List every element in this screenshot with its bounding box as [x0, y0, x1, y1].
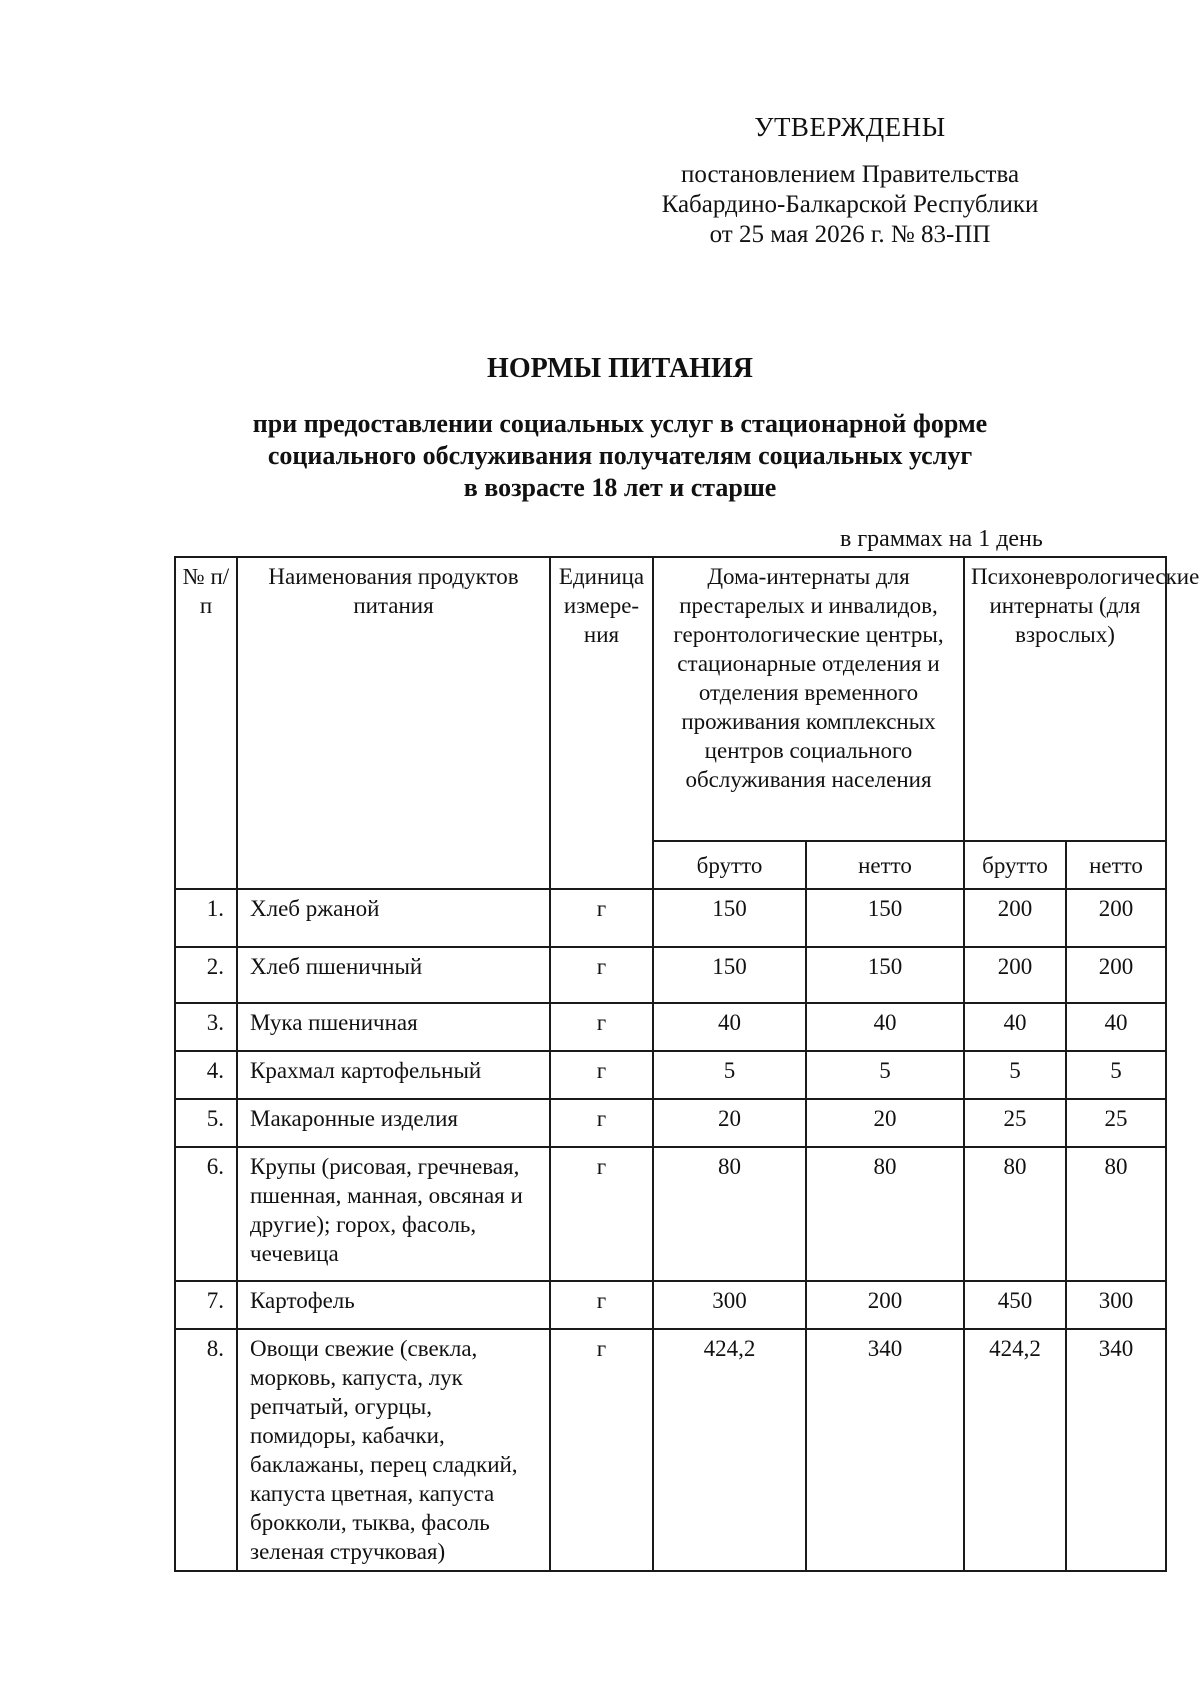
- row-number-cell: 8.: [175, 1329, 237, 1571]
- netto-nursing-homes-cell: 340: [806, 1329, 964, 1571]
- approval-line-2: Кабардино-Балкарской Республики: [661, 191, 1039, 218]
- netto-nursing-homes-cell: 200: [806, 1281, 964, 1329]
- netto-psychoneurological-cell: 25: [1066, 1099, 1166, 1147]
- netto-psychoneurological-cell: 200: [1066, 889, 1166, 947]
- netto-nursing-homes-cell: 150: [806, 889, 964, 947]
- table-row: [175, 947, 1166, 1003]
- netto-psychoneurological-cell: 300: [1066, 1281, 1166, 1329]
- document-subtitle-line-3: в возрасте 18 лет и старше: [463, 473, 777, 502]
- brutto-nursing-homes-cell: 300: [653, 1281, 806, 1329]
- brutto-psychoneurological-cell: 450: [964, 1281, 1066, 1329]
- table-row: [175, 1147, 1166, 1281]
- brutto-psychoneurological-cell: 200: [964, 889, 1066, 947]
- header-group-psychoneurological: Психоневрологические интернаты (для взрослых): [964, 557, 1166, 841]
- unit-cell: г: [550, 1099, 653, 1147]
- netto-nursing-homes-cell: 5: [806, 1051, 964, 1099]
- netto-nursing-homes-cell: 40: [806, 1003, 964, 1051]
- row-number-cell: 6.: [175, 1147, 237, 1281]
- subheader-brutto-1: брутто: [653, 841, 806, 889]
- brutto-nursing-homes-cell: 5: [653, 1051, 806, 1099]
- row-number-cell: 5.: [175, 1099, 237, 1147]
- product-name-cell: Овощи свежие (свекла, морковь, капуста, лук репчатый, огурцы, помидоры, кабачки, баклажаны, перец сладкий, капуста цветная, капуста брокколи, тыква, фасоль зеленая стручковая): [237, 1329, 550, 1571]
- row-number-cell: 4.: [175, 1051, 237, 1099]
- approval-block: [600, 112, 1100, 250]
- row-number-cell: 2.: [175, 947, 237, 1003]
- document-subtitle-line-2: социального обслуживания получателям социальных услуг: [267, 441, 973, 470]
- unit-cell: г: [550, 1003, 653, 1051]
- netto-psychoneurological-cell: 200: [1066, 947, 1166, 1003]
- table-row: [175, 1051, 1166, 1099]
- brutto-nursing-homes-cell: 80: [653, 1147, 806, 1281]
- subheader-brutto-2: брутто: [964, 841, 1066, 889]
- table-row: [175, 1003, 1166, 1051]
- row-number-cell: 1.: [175, 889, 237, 947]
- header-unit: Единица измере-ния: [550, 557, 653, 889]
- product-name-cell: Макаронные изделия: [237, 1099, 550, 1147]
- brutto-psychoneurological-cell: 424,2: [964, 1329, 1066, 1571]
- unit-cell: г: [550, 889, 653, 947]
- brutto-nursing-homes-cell: 40: [653, 1003, 806, 1051]
- table-row: [175, 1281, 1166, 1329]
- document-subtitle-line-1: при предоставлении социальных услуг в стационарной форме: [252, 409, 988, 438]
- brutto-nursing-homes-cell: 150: [653, 889, 806, 947]
- product-name-cell: Хлеб пшеничный: [237, 947, 550, 1003]
- brutto-psychoneurological-cell: 25: [964, 1099, 1066, 1147]
- nutrition-norms-table: [174, 556, 1200, 1572]
- netto-psychoneurological-cell: 340: [1066, 1329, 1166, 1571]
- document-title-block: [170, 352, 1070, 504]
- header-group-nursing-homes: Дома-интернаты для престарелых и инвалидов, геронтологические центры, стационарные отделения и отделения временного проживания комплексных центров социального обслуживания населения: [653, 557, 964, 841]
- table-row: [175, 889, 1166, 947]
- row-number-cell: 3.: [175, 1003, 237, 1051]
- brutto-nursing-homes-cell: 424,2: [653, 1329, 806, 1571]
- header-product-name: Наименования продуктов питания: [237, 557, 550, 889]
- approval-heading: УТВЕРЖДЕНЫ: [754, 112, 946, 142]
- product-name-cell: Хлеб ржаной: [237, 889, 550, 947]
- brutto-psychoneurological-cell: 80: [964, 1147, 1066, 1281]
- product-name-cell: Картофель: [237, 1281, 550, 1329]
- unit-cell: г: [550, 1051, 653, 1099]
- approval-line-3: от 25 мая 2026 г. № 83-ПП: [709, 221, 991, 248]
- header-num: № п/п: [175, 557, 237, 889]
- brutto-psychoneurological-cell: 200: [964, 947, 1066, 1003]
- brutto-nursing-homes-cell: 20: [653, 1099, 806, 1147]
- netto-psychoneurological-cell: 80: [1066, 1147, 1166, 1281]
- table-header-row: [175, 557, 1166, 841]
- netto-psychoneurological-cell: 40: [1066, 1003, 1166, 1051]
- table-row: [175, 1099, 1166, 1147]
- table-row: [175, 1329, 1166, 1571]
- approval-line-1: постановлением Правительства: [680, 161, 1020, 188]
- product-name-cell: Крупы (рисовая, гречневая, пшенная, манная, овсяная и другие); горох, фасоль, чечевица: [237, 1147, 550, 1281]
- netto-psychoneurological-cell: 5: [1066, 1051, 1166, 1099]
- netto-nursing-homes-cell: 150: [806, 947, 964, 1003]
- row-number-cell: 7.: [175, 1281, 237, 1329]
- brutto-nursing-homes-cell: 150: [653, 947, 806, 1003]
- subheader-netto-2: нетто: [1066, 841, 1166, 889]
- product-name-cell: Мука пшеничная: [237, 1003, 550, 1051]
- units-note: в граммах на 1 день: [840, 526, 1043, 552]
- netto-nursing-homes-cell: 80: [806, 1147, 964, 1281]
- unit-cell: г: [550, 947, 653, 1003]
- unit-cell: г: [550, 1147, 653, 1281]
- subheader-netto-1: нетто: [806, 841, 964, 889]
- netto-nursing-homes-cell: 20: [806, 1099, 964, 1147]
- unit-cell: г: [550, 1329, 653, 1571]
- product-name-cell: Крахмал картофельный: [237, 1051, 550, 1099]
- unit-cell: г: [550, 1281, 653, 1329]
- document-title: НОРМЫ ПИТАНИЯ: [487, 353, 753, 384]
- brutto-psychoneurological-cell: 5: [964, 1051, 1066, 1099]
- brutto-psychoneurological-cell: 40: [964, 1003, 1066, 1051]
